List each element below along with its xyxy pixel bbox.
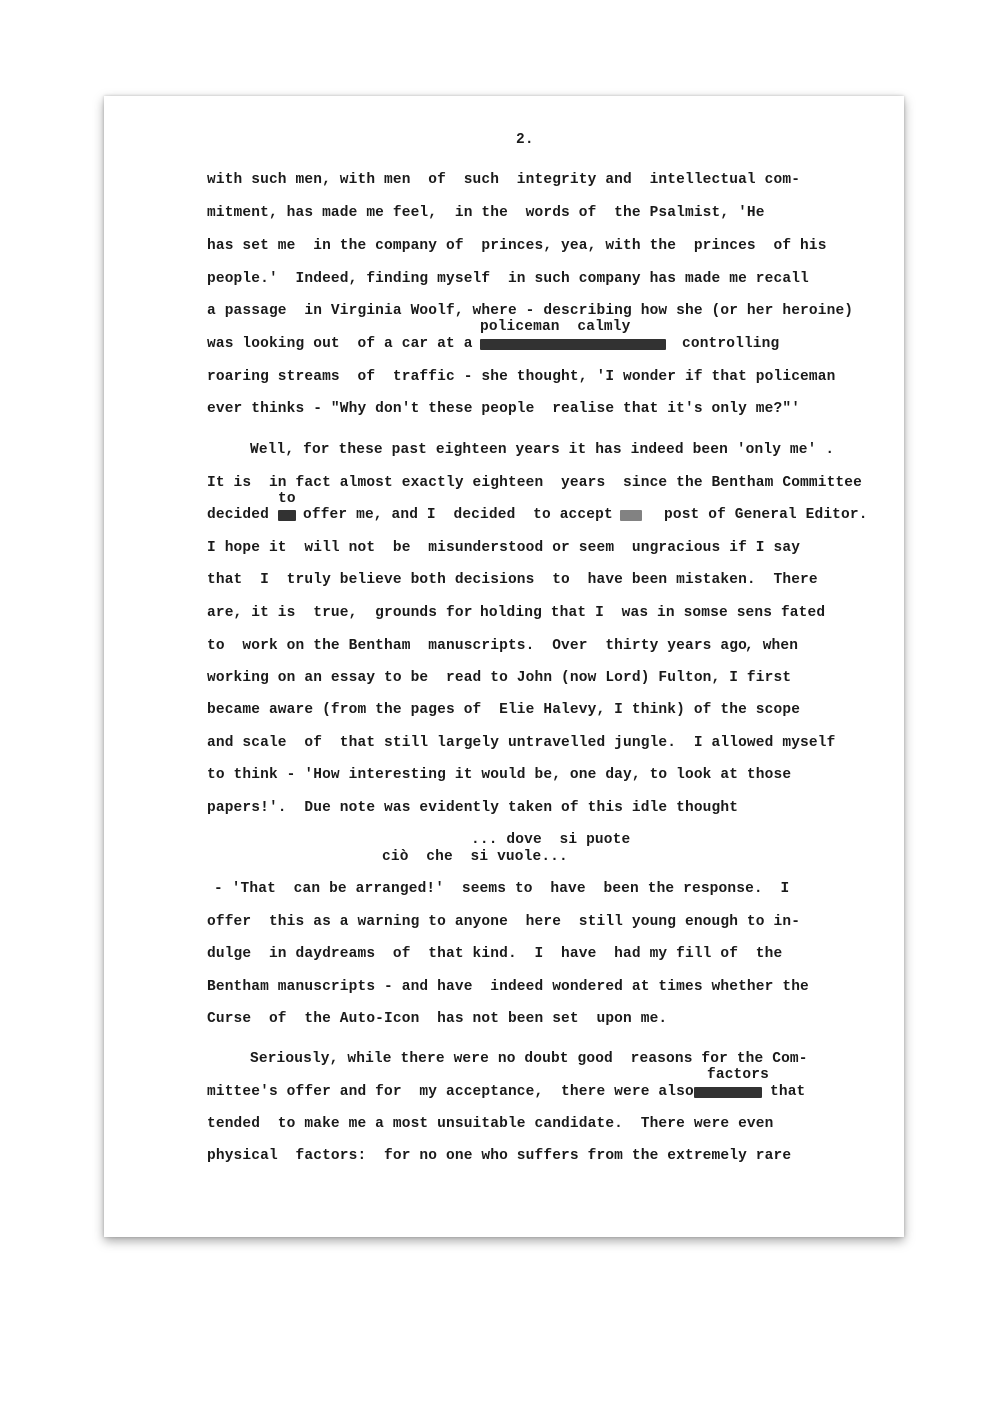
typed-page (104, 96, 904, 1237)
text-line: Well, for these past eighteen years it has indeed been 'only me' . (250, 442, 835, 458)
text-line: people.' Indeed, finding myself in such company has made me recall (207, 271, 809, 287)
struck-out-text (480, 339, 666, 350)
text-line: decided (207, 507, 269, 523)
text-line: are, it is true, grounds for (207, 605, 473, 621)
text-line: and scale of that still largely untravelled jungle. I allowed myself (207, 735, 836, 751)
text-line: dulge in daydreams of that kind. I have had my fill of the (207, 946, 783, 962)
text-line: I hope it will not be misunderstood or seem ungracious if I say (207, 540, 801, 556)
quotation-line: ... dove si puote (471, 832, 631, 848)
text-fragment: , when (745, 638, 799, 654)
text-line: mitment, has made me feel, in the words of the Psalmist, 'He (207, 205, 765, 221)
text-line: Seriously, while there were no doubt good reasons for the Com- (250, 1051, 808, 1067)
text-line: mittee's offer and for my acceptance, there were also (207, 1084, 694, 1100)
text-line: has set me in the company of princes, yea, with the princes of his (207, 238, 827, 254)
struck-out-text (694, 1087, 762, 1098)
text-line: to work on the Bentham manuscripts. Over thirty years ago (207, 638, 747, 654)
text-line: - 'That can be arranged!' seems to have been the response. I (214, 881, 790, 897)
text-line: to think - 'How interesting it would be, one day, to look at those (207, 767, 792, 783)
text-line: was looking out of a car at a (207, 336, 473, 352)
text-fragment: offer me, and I decided to accept (303, 507, 613, 523)
insertion-above-line: policeman calmly (480, 319, 631, 335)
struck-out-text (620, 510, 642, 521)
struck-out-text (278, 510, 296, 521)
text-line: It is in fact almost exactly eighteen years since the Bentham Committee (207, 475, 863, 491)
text-fragment: holding that I was in somse sens fated (480, 605, 826, 621)
quotation-line: ciò che si vuole... (382, 849, 568, 865)
text-line: roaring streams of traffic - she thought, 'I wonder if that policeman (207, 369, 836, 385)
page-number: 2. (516, 132, 534, 148)
text-line: a passage in Virginia Woolf, where - describing how she (or her heroine) (207, 303, 854, 319)
text-fragment: that (770, 1084, 806, 1100)
text-line: working on an essay to be read to John (now Lord) Fulton, I first (207, 670, 792, 686)
text-line: that I truly believe both decisions to have been mistaken. There (207, 572, 818, 588)
text-line: tended to make me a most unsuitable candidate. There were even (207, 1116, 774, 1132)
text-line: became aware (from the pages of Elie Halevy, I think) of the scope (207, 702, 801, 718)
text-fragment: post of General Editor. (664, 507, 868, 523)
text-line: Curse of the Auto-Icon has not been set upon me. (207, 1011, 668, 1027)
text-fragment: controlling (682, 336, 780, 352)
text-line: Bentham manuscripts - and have indeed wondered at times whether the (207, 979, 809, 995)
text-line: physical factors: for no one who suffers from the extremely rare (207, 1148, 792, 1164)
insertion-above-line: factors (707, 1067, 769, 1083)
text-line: with such men, with men of such integrity and intellectual com- (207, 172, 801, 188)
text-line: ever thinks - "Why don't these people realise that it's only me?"' (207, 401, 801, 417)
insertion-above-line: to (278, 491, 296, 507)
text-line: offer this as a warning to anyone here still young enough to in- (207, 914, 801, 930)
text-line: papers!'. Due note was evidently taken of this idle thought (207, 800, 739, 816)
